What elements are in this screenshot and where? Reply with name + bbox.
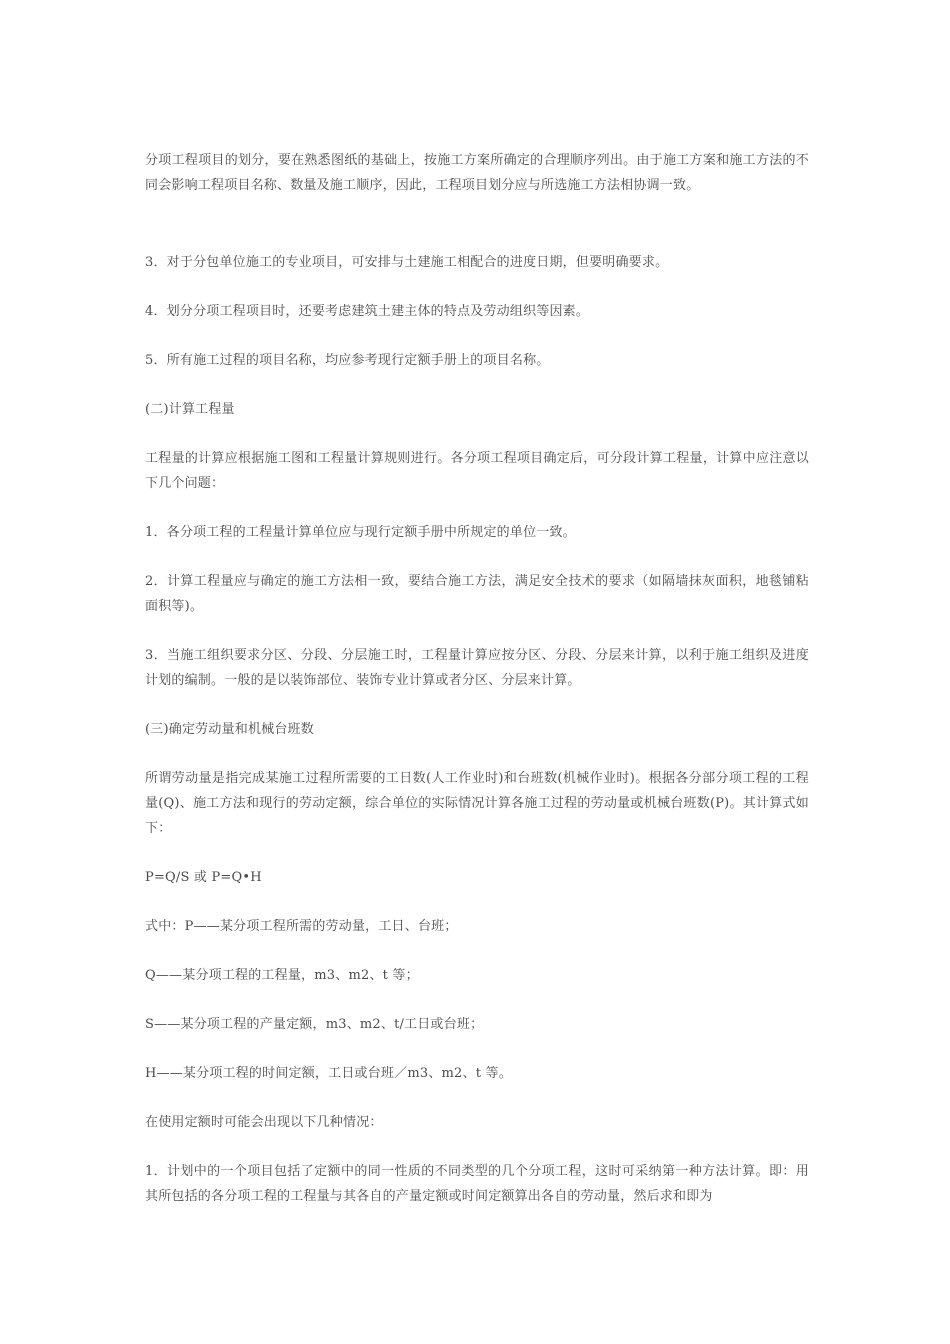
formula-labor: P=Q/S 或 P=Q•H <box>145 870 262 885</box>
paragraph-quantity-item-2: 2．计算工程量应与确定的施工方法相一致，要结合施工方法，满足安全技术的要求（如隔墙抹灰面积，地毯铺粘面积等)。 <box>145 574 809 614</box>
definition-q: Q——某分项工程的工程量，m3、m2、t 等； <box>145 968 419 983</box>
definition-p: 式中：P——某分项工程所需的劳动量，工日、台班； <box>145 919 458 934</box>
section-heading-labor: (三)确定劳动量和机械台班数 <box>145 722 314 737</box>
document-body <box>145 148 809 1209</box>
paragraph-case-1: 1．计划中的一个项目包括了定额中的同一性质的不同类型的几个分项工程，这时可采纳第一种方法计算。即：用其所包括的各分项工程的工程量与其各自的产量定额或时间定额算出各自的劳动量，然后求和即为 <box>145 1164 809 1204</box>
paragraph-item-5-names: 5．所有施工过程的项目名称，均应参考现行定额手册上的项目名称。 <box>145 353 550 368</box>
paragraph-quantity-item-1: 1．各分项工程的工程量计算单位应与现行定额手册中所规定的单位一致。 <box>145 525 576 540</box>
paragraph-item-4-division: 4．划分分项工程项目时，还要考虑建筑土建主体的特点及劳动组织等因素。 <box>145 304 590 319</box>
definition-h: H——某分项工程的时间定额，工日或台班／m3、m2、t 等。 <box>145 1066 512 1081</box>
paragraph-item-3-subcontract: 3．对于分包单位施工的专业项目，可安排与土建施工相配合的进度日期，但要明确要求。 <box>145 255 669 270</box>
paragraph-cases-intro: 在使用定额时可能会出现以下几种情况： <box>145 1115 383 1130</box>
paragraph-labor-intro: 所谓劳动量是指完成某施工过程所需要的工日数(人工作业时)和台班数(机械作业时)。根据各分部分项工程的工程量(Q)、施工方法和现行的劳动定额，综合单位的实际情况计算各施工过程的劳动量或机械台班数(P)。其计算式如下： <box>145 771 809 836</box>
definition-s: S——某分项工程的产量定额，m3、m2、t/工日或台班； <box>145 1017 484 1032</box>
section-heading-quantity: (二)计算工程量 <box>145 402 235 417</box>
paragraph-quantity-item-3: 3．当施工组织要求分区、分段、分层施工时，工程量计算应按分区、分段、分层来计算，以利于施工组织及进度计划的编制。一般的是以装饰部位、装饰专业计算或者分区、分层来计算。 <box>145 648 809 688</box>
paragraph-quantity-intro: 工程量的计算应根据施工图和工程量计算规则进行。各分项工程项目确定后，可分段计算工程量，计算中应注意以下几个问题： <box>145 451 809 491</box>
paragraph-division-intro: 分项工程项目的划分，要在熟悉图纸的基础上，按施工方案所确定的合理顺序列出。由于施工方案和施工方法的不同会影响工程项目名称、数量及施工顺序，因此，工程项目划分应与所选施工方法相协调一致。 <box>145 153 809 193</box>
